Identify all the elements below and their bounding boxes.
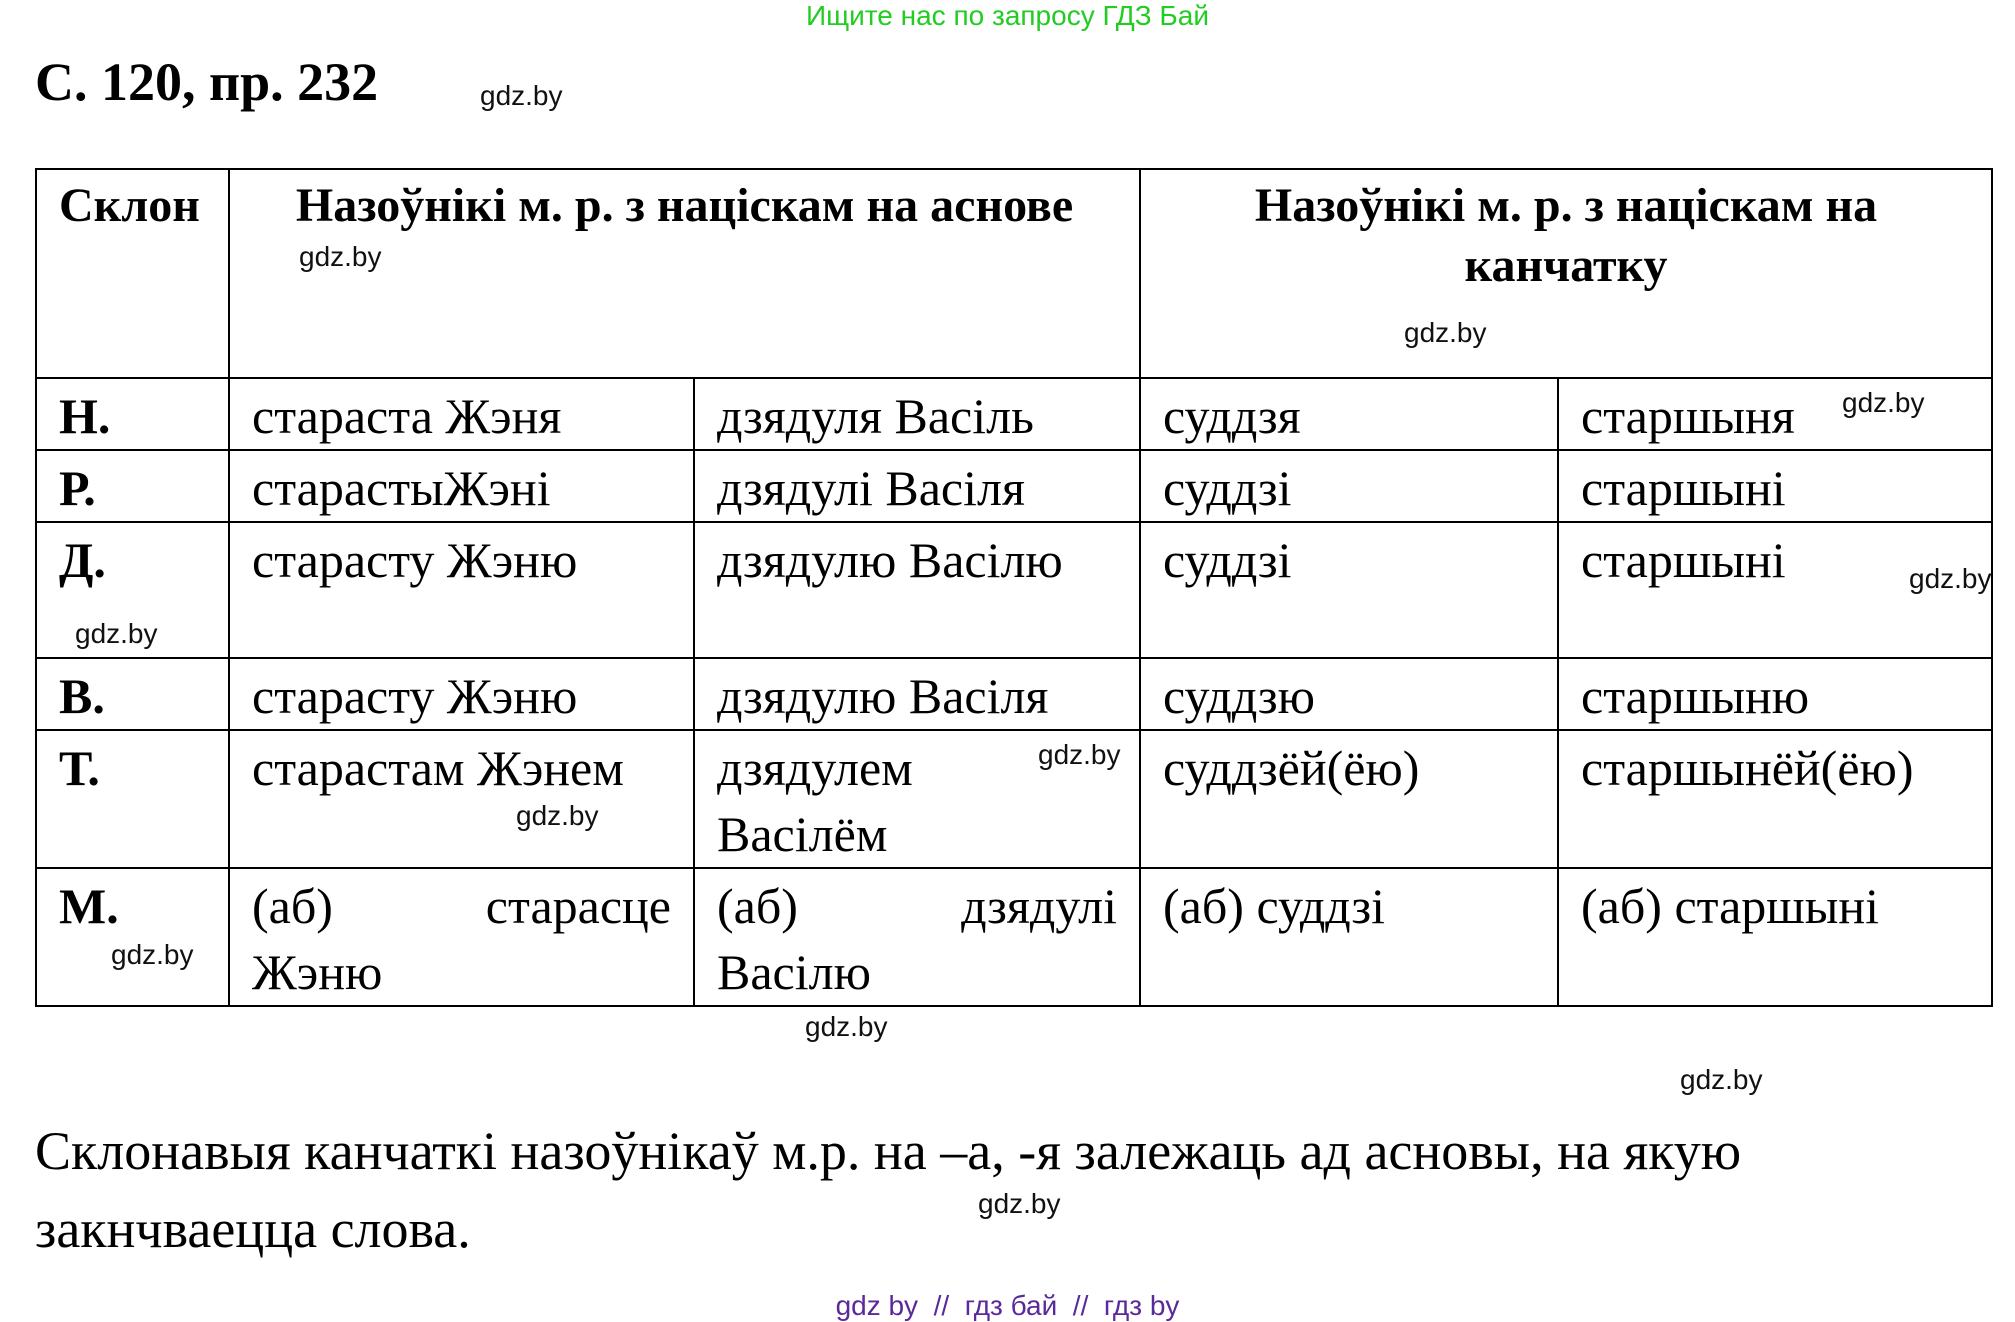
watermark: gdz.by — [480, 80, 563, 111]
watermark: gdz.by — [75, 618, 158, 649]
table-cell: суддзі — [1140, 522, 1558, 658]
declension-table — [35, 168, 1993, 1007]
table-cell: старасту Жэню — [229, 522, 694, 658]
table-cell: старшынёй(ёю) — [1558, 730, 1992, 868]
watermark: gdz.by — [516, 800, 599, 831]
watermark: gdz.by — [1909, 563, 1992, 594]
table-cell: дзядулю Васіля — [694, 658, 1140, 730]
header-stem-stress: Назоўнікі м. р. з націскам на аснове — [229, 169, 1140, 378]
table-row — [36, 730, 1992, 868]
footer-links: gdz by // гдз бай // гдз by — [835, 1290, 1180, 1321]
table-cell: старастыЖэні — [229, 450, 694, 522]
table-row — [36, 868, 1992, 1006]
table-cell: суддзёй(ёю) — [1140, 730, 1558, 868]
table-cell: суддзі — [1140, 450, 1558, 522]
table-cell: старастам Жэнем — [229, 730, 694, 868]
watermark: gdz.by — [1404, 317, 1487, 348]
table-cell: дзядулем Васілём — [694, 730, 1140, 868]
case-label: М. — [36, 868, 229, 1006]
table-row — [36, 378, 1992, 450]
table-cell: старшыні — [1558, 450, 1992, 522]
table-cell: суддзя — [1140, 378, 1558, 450]
watermark: gdz.by — [1680, 1064, 1763, 1095]
watermark: gdz.by — [111, 939, 194, 970]
table-cell: старшыні — [1558, 522, 1992, 658]
table-cell: старасту Жэню — [229, 658, 694, 730]
case-label: Н. — [36, 378, 229, 450]
watermark: gdz.by — [1038, 739, 1121, 770]
watermark: gdz.by — [978, 1188, 1061, 1219]
table-row — [36, 450, 1992, 522]
search-hint-banner: Ищите нас по запросу ГДЗ Бай — [805, 0, 1210, 31]
table-cell: дзядуля Васіль — [694, 378, 1140, 450]
table-cell: суддзю — [1140, 658, 1558, 730]
table-cell: (аб) суддзі — [1140, 868, 1558, 1006]
watermark: gdz.by — [299, 241, 382, 272]
case-label: Т. — [36, 730, 229, 868]
table-cell: старшыню — [1558, 658, 1992, 730]
table-cell: (аб) старшыні — [1558, 868, 1992, 1006]
table-row — [36, 658, 1992, 730]
table-cell: стараста Жэня — [229, 378, 694, 450]
header-ending-stress: Назоўнікі м. р. з націскам на канчатку — [1140, 169, 1992, 378]
table-cell: старшыня — [1558, 378, 1992, 450]
case-label: В. — [36, 658, 229, 730]
watermark: gdz.by — [1842, 387, 1925, 418]
header-case: Склон — [36, 169, 229, 378]
watermark: gdz.by — [805, 1011, 888, 1042]
table-row — [36, 522, 1992, 658]
table-cell: (аб) дзядулі Васілю — [694, 868, 1140, 1006]
page-title: С. 120, пр. 232 — [35, 52, 379, 112]
table-cell: (аб) старасце Жэню — [229, 868, 694, 1006]
case-label: Р. — [36, 450, 229, 522]
table-cell: дзядулі Васіля — [694, 450, 1140, 522]
table-cell: дзядулю Васілю — [694, 522, 1140, 658]
case-label: Д. — [36, 522, 229, 658]
conclusion-text: Склонавыя канчаткі назоўнікаў м.р. на –а, -я залежаць ад асновы, на якую закнчваецца слова. — [35, 1121, 1742, 1259]
table-header-row — [36, 169, 1992, 378]
